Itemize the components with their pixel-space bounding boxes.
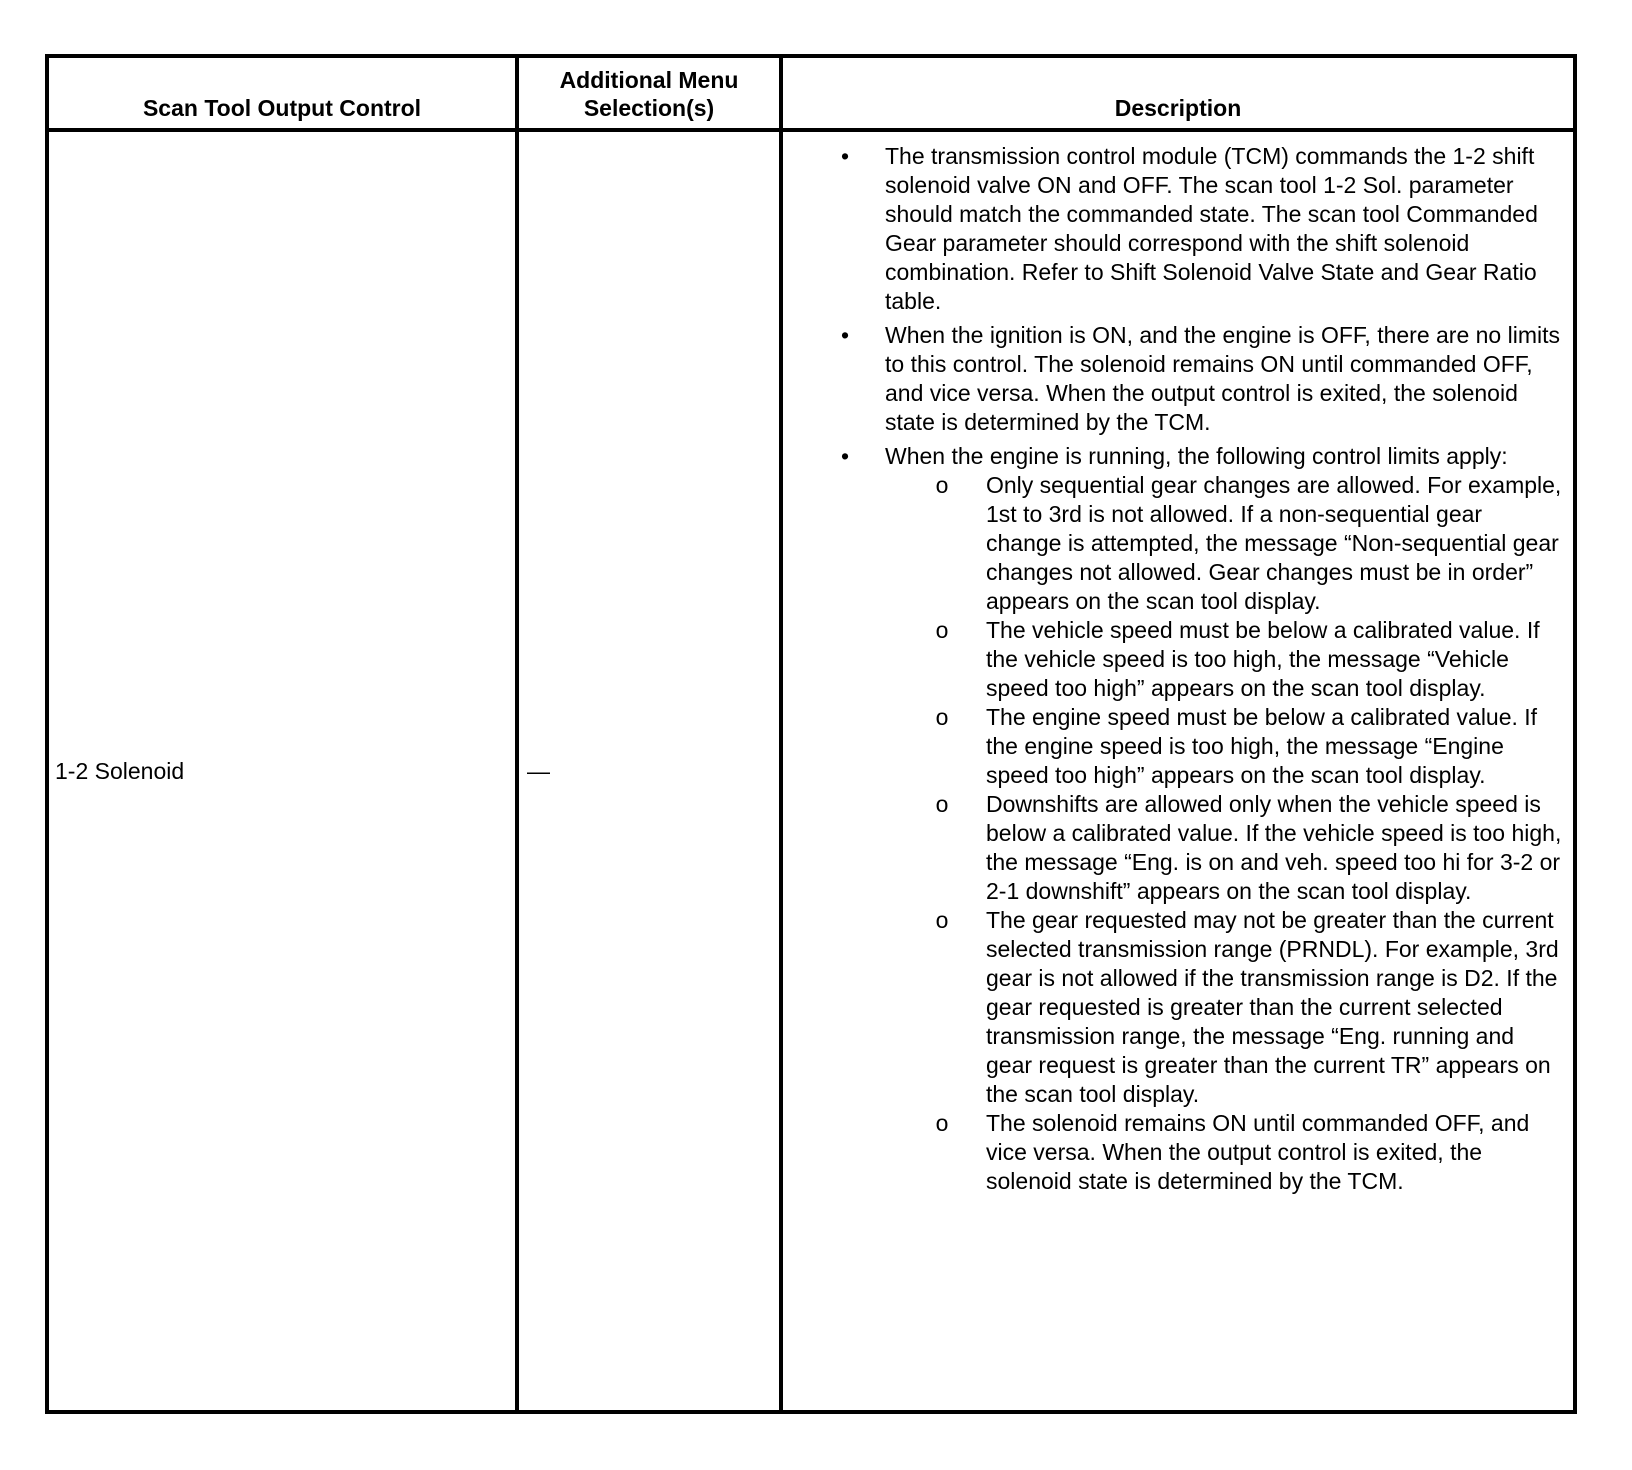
- table-row: [47, 130, 1575, 1412]
- sub-item-text: Only sequential gear changes are allowed. For example, 1st to 3rd is not allowed. If a non-sequential gear change is attempted, the message “Non-sequential gear changes not allowed. Gear changes must be in order” appears on the scan tool display.: [986, 472, 1562, 614]
- header-scan-tool-output-control: Scan Tool Output Control: [47, 56, 517, 130]
- sub-list-item: [885, 790, 1563, 906]
- bullet-text: The transmission control module (TCM) commands the 1-2 shift solenoid valve ON and OFF. The scan tool 1-2 Sol. parameter should match the commanded state. The scan tool Commanded Gear parameter should correspond with the shift solenoid combination. Refer to Shift Solenoid Valve State and Gear Ratio table.: [885, 143, 1538, 314]
- cell-description: [781, 130, 1575, 1412]
- bullet-text: When the engine is running, the following control limits apply:: [885, 443, 1508, 469]
- header-description: Description: [781, 56, 1575, 130]
- bullet-marker: •: [840, 143, 850, 169]
- sub-marker: o: [935, 617, 949, 643]
- output-control-table: [45, 54, 1577, 1414]
- sub-marker: o: [935, 1110, 949, 1136]
- bullet-marker: •: [840, 443, 850, 469]
- header-additional-menu-selections: [517, 56, 781, 130]
- sub-list-item: [885, 1109, 1563, 1196]
- header-menu-text: Additional Menu Selection(s): [559, 67, 739, 121]
- control-limits-list: [885, 471, 1563, 1196]
- sub-marker: o: [935, 704, 949, 730]
- sub-item-text: The gear requested may not be greater than the current selected transmission range (PRNDL). For example, 3rd gear is not allowed if the transmission range is D2. If the gear requested is greater than the current selected transmission range, the message “Eng. running and gear request is greater than the current TR” appears on the scan tool display.: [986, 907, 1559, 1107]
- description-bullet: [783, 442, 1563, 1196]
- sub-marker: o: [935, 907, 949, 933]
- sub-item-text: The vehicle speed must be below a calibrated value. If the vehicle speed is too high, the message “Vehicle speed too high” appears on the scan tool display.: [986, 617, 1540, 701]
- table-header-row: [47, 56, 1575, 130]
- sub-marker: o: [935, 472, 949, 498]
- cell-output-control: 1-2 Solenoid: [47, 130, 517, 1412]
- sub-list-item: [885, 906, 1563, 1109]
- sub-item-text: The solenoid remains ON until commanded OFF, and vice versa. When the output control is exited, the solenoid state is determined by the TCM.: [986, 1110, 1530, 1194]
- description-bullet: [783, 321, 1563, 437]
- description-bullet: [783, 142, 1563, 316]
- cell-menu-selection: —: [517, 130, 781, 1412]
- sub-marker: o: [935, 791, 949, 817]
- sub-list-item: [885, 703, 1563, 790]
- sub-item-text: The engine speed must be below a calibrated value. If the engine speed is too high, the message “Engine speed too high” appears on the scan tool display.: [986, 704, 1538, 788]
- description-list: [783, 142, 1563, 1196]
- sub-item-text: Downshifts are allowed only when the vehicle speed is below a calibrated value. If the vehicle speed is too high, the message “Eng. is on and veh. speed too hi for 3-2 or 2-1 downshift” appears on the scan tool display.: [986, 791, 1562, 904]
- bullet-text: When the ignition is ON, and the engine is OFF, there are no limits to this control. The solenoid remains ON until commanded OFF, and vice versa. When the output control is exited, the solenoid state is determined by the TCM.: [885, 322, 1560, 435]
- sub-list-item: [885, 616, 1563, 703]
- bullet-marker: •: [840, 322, 850, 348]
- sub-list-item: [885, 471, 1563, 616]
